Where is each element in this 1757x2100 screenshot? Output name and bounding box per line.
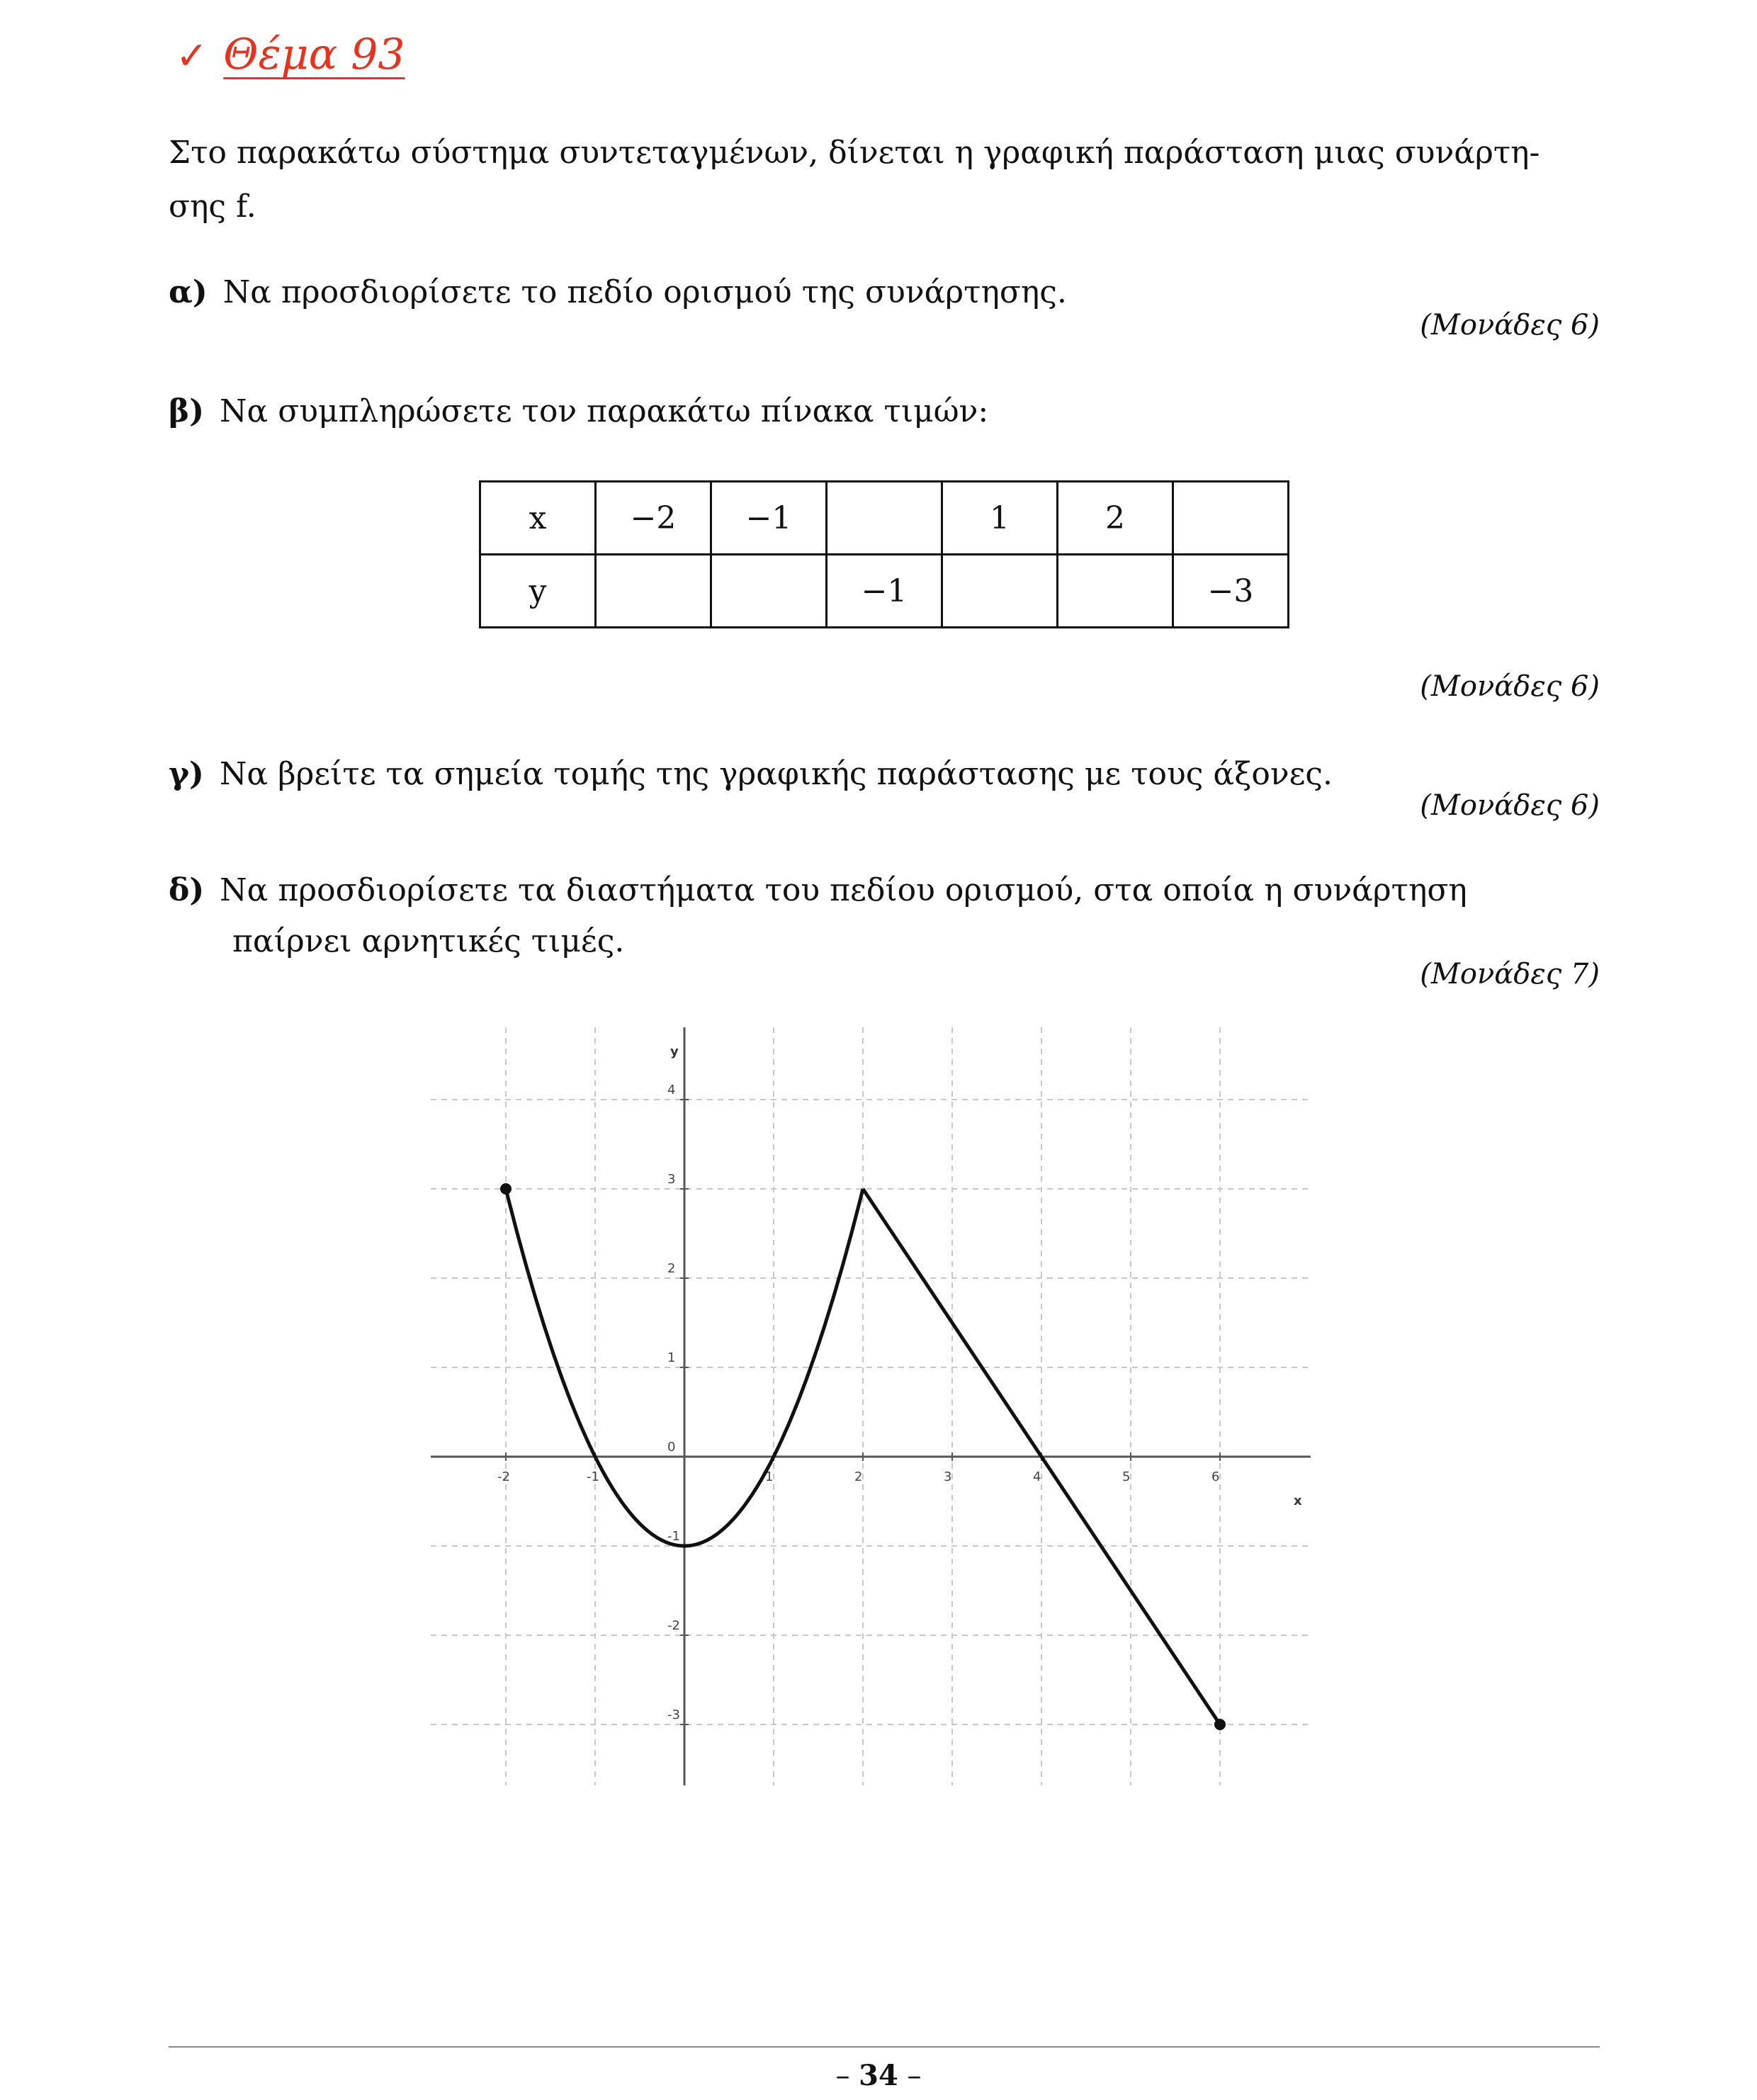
marks-c: (Μονάδες 6) [1420,789,1600,822]
y-tick-label: 2 [667,1261,676,1276]
x-tick-label: -1 [587,1469,599,1484]
table-cell: 1 [942,482,1058,555]
question-label: β) [169,393,205,429]
marks-b: (Μονάδες 6) [1420,670,1600,703]
table-cell: −1 [827,555,942,628]
table-cell: −1 [711,482,827,555]
y-axis-label: y [670,1044,679,1059]
table-cell: y [480,555,596,628]
y-tick-label: -1 [667,1529,680,1544]
tick-labels [497,1044,1302,1722]
table-cell: −2 [596,482,711,555]
x-axis-label: x [1294,1494,1302,1508]
x-tick-label: 3 [944,1469,952,1484]
page-dash-right: – [907,2060,922,2092]
footer-divider [169,2046,1600,2048]
question-text: Να προσδιορίσετε το πεδίο ορισμού της συνάρτησης. [222,274,1067,310]
marks-d: (Μονάδες 7) [1420,958,1600,990]
question-d-line-2: παίρνει αρνητικές τιμές. [232,923,625,959]
question-label: α) [169,274,208,310]
x-tick-label: 5 [1122,1469,1131,1484]
y-tick-label: 4 [667,1083,676,1097]
x-tick-label: 1 [765,1469,774,1484]
x-tick-label: 2 [854,1469,863,1484]
axes [431,1027,1311,1785]
question-label: δ) [169,872,205,908]
question-label: γ) [169,756,204,792]
y-tick-label: 1 [667,1350,676,1365]
table-cell: 2 [1058,482,1173,555]
checkmark-icon: ✓ [176,33,208,78]
x-tick-label: -2 [497,1469,510,1484]
page-number [0,2059,1757,2092]
endpoint-dot [500,1183,512,1195]
intro-line-2: σης f. [169,188,256,225]
y-tick-label: -2 [667,1618,680,1633]
x-tick-label: 4 [1033,1469,1041,1484]
table-cell: −3 [1173,555,1289,628]
marks-a: (Μονάδες 6) [1420,309,1600,341]
question-text: Να βρείτε τα σημεία τομής της γραφικής παράστασης με τους άξονες. [219,756,1333,792]
question-text-line-1: Να προσδιορίσετε τα διαστήματα του πεδίου ορισμού, στα οποία η συνάρτηση [220,872,1467,908]
page-number-value: 34 [859,2059,898,2092]
y-tick-label: 3 [667,1172,676,1187]
x-tick-label: 6 [1211,1469,1220,1484]
y-tick-label: 0 [667,1440,676,1455]
question-text: Να συμπληρώσετε τον παρακάτω πίνακα τιμών: [220,393,989,429]
grid-lines [431,1027,1311,1785]
intro-line-1: Στο παρακάτω σύστημα συντεταγμένων, δίνεται η γραφική παράσταση μιας συνάρτη- [169,135,1540,171]
table-cell: x [480,482,596,555]
topic-title-text: Θέμα 93 [223,30,405,79]
endpoint-dot [1214,1719,1226,1730]
page-dash-left: – [835,2060,850,2092]
y-tick-label: -3 [667,1707,680,1722]
